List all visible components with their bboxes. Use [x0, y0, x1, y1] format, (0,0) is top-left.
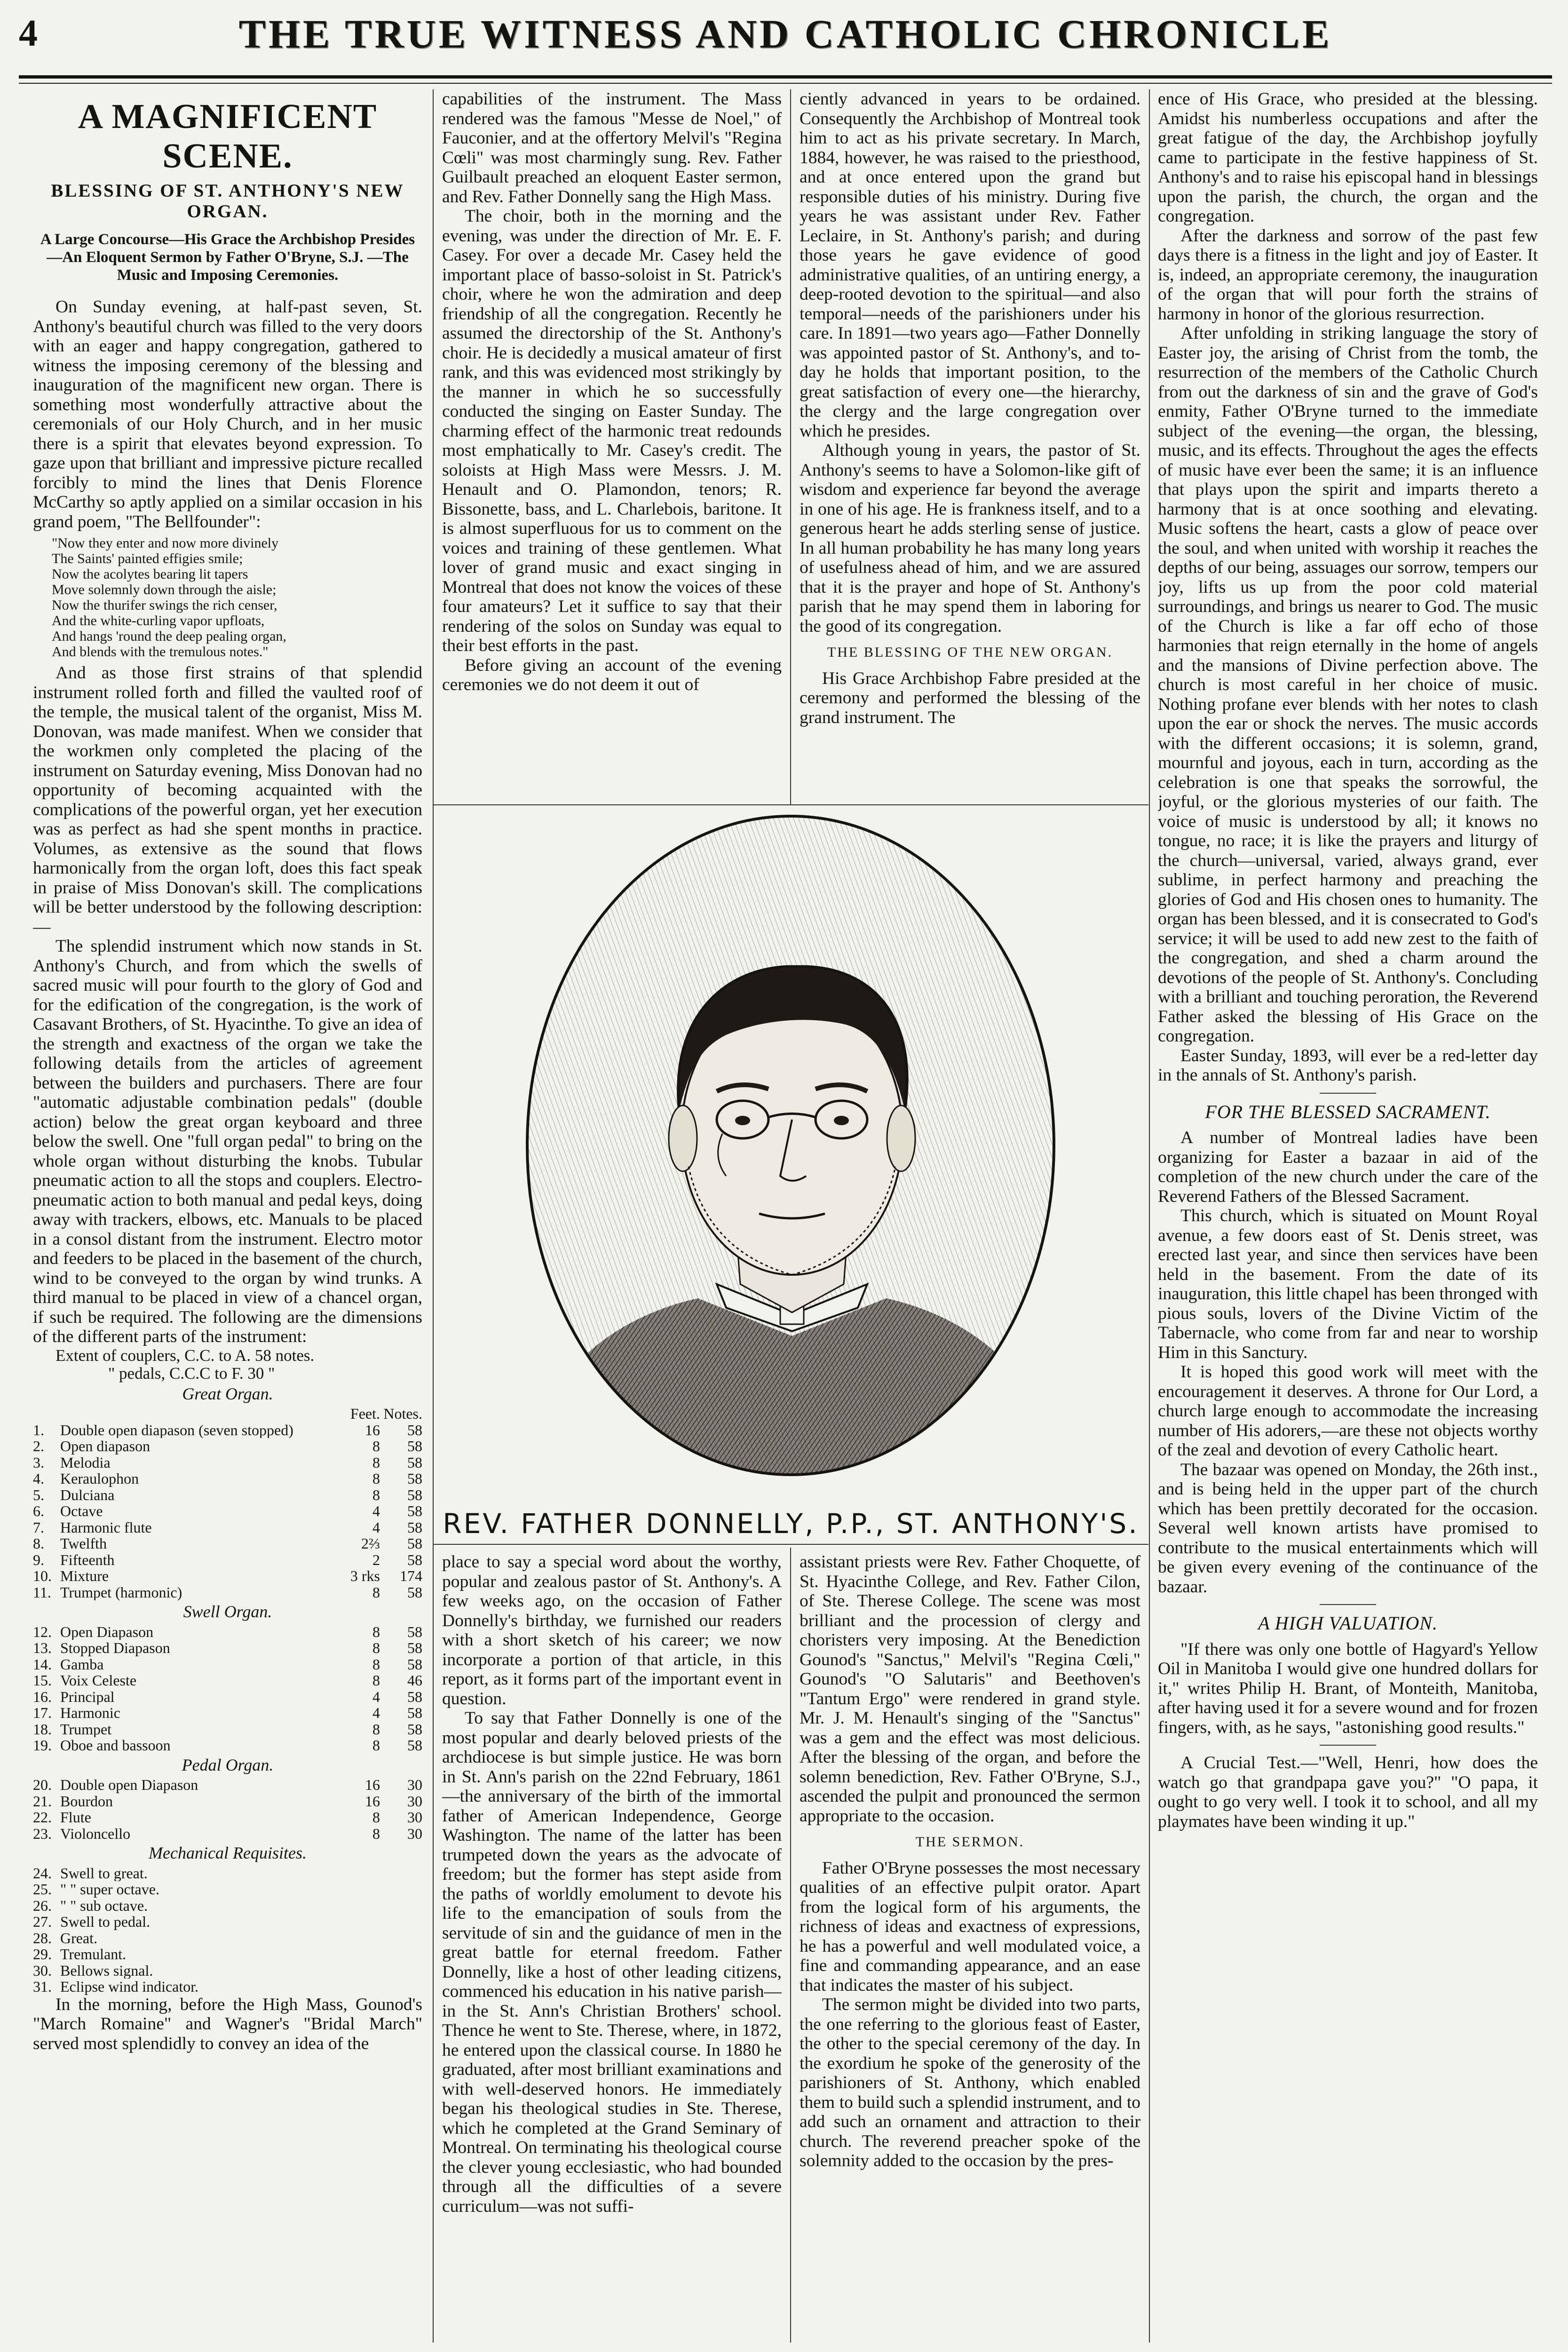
- paragraph: assistant priests were Rev. Father Choquette, of St. Hyacinthe College, and Rev. Father Cilon, of Ste. Therese College. The scene was most brilliant and the procession of clergy and choristers very imposing. At the Benediction Gounod's "Sanctus," Melvil's "Regina Cœli," Gounod's "O Salutaris" and Beethoven's "Tantum Ergo" were rendered in grand style. Mr. J. M. Henault's singing of the "Sanctus" was a gem and the effect was most delicious. After the blessing of the organ, and before the solemn benediction, Rev. Father O'Bryne, S.J., ascended the pulpit and pronounced the sermon appropriate to the occasion.: [800, 1552, 1140, 1826]
- stop-notes: 58: [407, 1639, 422, 1656]
- divider: [1320, 1604, 1376, 1605]
- spec-row: [33, 1470, 422, 1487]
- column-divider: [790, 89, 791, 804]
- stop-name: Great.: [60, 1930, 98, 1946]
- stop-name: Double open diapason (seven stopped): [60, 1422, 293, 1438]
- stop-feet: 2⅔: [361, 1535, 380, 1552]
- spec-row: [33, 1689, 422, 1705]
- column-4: [1158, 89, 1538, 2347]
- spec-row: [33, 1963, 422, 1979]
- paragraph: place to say a special word about the worthy, popular and zealous pastor of St. Anthony's. A few weeks ago, on the occasion of Father Donnelly's birthday, we furnished our readers with a short sketch of his career; we now incorporate a portion of that article, in this report, as it forms part of the important event in question.: [442, 1552, 782, 1708]
- stop-number: 9.: [33, 1551, 44, 1568]
- stop-feet: 8: [372, 1454, 380, 1471]
- paragraph: The splendid instrument which now stands in St. Anthony's Church, and from which the swells of sacred music will pour fourth to the glory of God and for the edification of the congregation, is the work of Casavant Brothers, of St. Hyacinthe. To give an idea of the strength and exactness of the organ we take the following details from the articles of agreement between the builders and purchasers. There are four "automatic adjustable combination pedals" (double action) below the great organ keyboard and three below the swell. One "full organ pedal" to bring on the whole organ without disturbing the knobs. Tubular pneumatic action to all the stops and couplers. Electro-pneumatic action to both manual and pedal keys, doing away with trackers, elbows, etc. Manuals to be placed in a consol distant from the instrument. Electro motor and feeders to be placed in the basement of the church, wind to be conveyed to the organ by wind trunks. A third manual to be placed in view of a chancel organ, if such be required. The following are the dimensions of the different parts of the instrument:: [33, 937, 422, 1346]
- stop-notes: 30: [407, 1792, 422, 1810]
- stop-number: 25.: [33, 1881, 52, 1898]
- spec-row: [33, 1422, 422, 1438]
- stop-name: Bourdon: [60, 1793, 113, 1809]
- stop-number: 14.: [33, 1655, 52, 1673]
- mechanical-table: [33, 1865, 422, 1995]
- stop-number: 2.: [33, 1438, 44, 1454]
- pedal-organ-heading: Pedal Organ.: [182, 1755, 274, 1774]
- stop-number: 6.: [33, 1502, 44, 1519]
- spec-row: [33, 1672, 422, 1689]
- paragraph: This church, which is situated on Mount Royal avenue, a few doors east of St. Denis street, was erected last year, and since then services have been held in the basement. From the date of its inauguration, this little chapel has been thronged with pious souls, lovers of the Divine Victim of the Tabernacle, who come from far and near to worship Him in this Sanctury.: [1158, 1206, 1538, 1362]
- stop-number: 1.: [33, 1421, 44, 1438]
- stop-feet: 8: [372, 1720, 380, 1738]
- stop-name: Principal: [60, 1688, 115, 1705]
- stop-number: 18.: [33, 1720, 52, 1738]
- masthead: [19, 6, 1552, 76]
- column-1: [33, 89, 422, 2347]
- stop-notes: 58: [407, 1737, 422, 1754]
- paragraph: ence of His Grace, who presided at the blessing. Amidst his numberless occupations and after the great fatigue of the day, the Archbishop joyfully came to participate in the festive happiness of St. Anthony's and to raise his episcopal hand in blessings upon the parish, the church, the organ and the congregation.: [1158, 89, 1538, 226]
- stop-feet: 16: [365, 1792, 380, 1810]
- paragraph: It is hoped this good work will meet with the encouragement it deserves. A throne for Our Lord, a church large enough to accommodate the increasing number of His adorers,—are these not objects worthy of the zeal and devotion of every Catholic heart.: [1158, 1362, 1538, 1460]
- spec-row: [33, 1535, 422, 1552]
- paragraph: "If there was only one bottle of Hagyard's Yellow Oil in Manitoba I would give one hundred dollars for it," writes Philip H. Brant, of Monteith, Manitoba, after having used it for a severe wound and for frozen fingers, with, as he says, "astonishing good results.": [1158, 1639, 1538, 1737]
- section-divider: [434, 804, 1148, 805]
- paragraph: Easter Sunday, 1893, will ever be a red-letter day in the annals of St. Anthony's parish.: [1158, 1046, 1538, 1085]
- paragraph: A number of Montreal ladies have been organizing for Easter a bazaar in aid of the completion of the new church under the care of the Reverend Fathers of the Blessed Sacrament.: [1158, 1128, 1538, 1206]
- stop-name: Octave: [60, 1503, 103, 1519]
- stop-number: 31.: [33, 1978, 52, 1995]
- paragraph: To say that Father Donnelly is one of the most popular and dearly beloved priests of the archdiocese is but simple justice. He was born in St. Ann's parish on the 22nd February, 1861—the anniversary of the birth of the immortal father of American Independence, George Washington. The name of the latter has been trumpeted down the years as the advocate of freedom; but the former has stept aside from the paths of worldly emolument to devote his life to the emancipation of souls from the servitude of sin and the guidance of men in the great battle for eternal freedom. Father Donnelly, like a host of other leading citizens, commenced his education in his native parish—in the St. Ann's Christian Brothers' school. Thence he went to Ste. Therese, where, in 1872, he entered upon the classical course. In 1880 he graduated, after most brilliant examinations and with well-deserved honors. He immediately began his theological studies in Ste. Therese, which he completed at the Grand Seminary of Montreal. On terminating his theological course the clever young ecclesiastic, who had bounded through all the difficulties of a severe curriculum—was not suffi-: [442, 1708, 782, 2216]
- valuation-heading: A HIGH VALUATION.: [1258, 1613, 1438, 1634]
- stop-name: Flute: [60, 1809, 91, 1826]
- paragraph: On Sunday evening, at half-past seven, St. Anthony's beautiful church was filled to the very doors with an eager and happy congregation, gathered to witness the imposing ceremony of the blessing and inauguration of the magnificent new organ. There is something most wonderfully attractive about the ceremonials of our Holy Church, and in her music there is a spirit that elevates beyond expression. To gaze upon that brilliant and impressive picture recalled forcibly to mind the lines that Denis Florence McCarthy so aptly applied on a similar occasion in his grand poem, "The Bellfounder":: [33, 297, 422, 532]
- stop-notes: 58: [407, 1486, 422, 1503]
- spec-row: [33, 1946, 422, 1963]
- stop-name: Open diapason: [60, 1438, 150, 1454]
- paper-name: THE TRUE WITNESS AND CATHOLIC CHRONICLE: [238, 11, 1332, 56]
- stop-number: 27.: [33, 1913, 52, 1930]
- stop-feet: 16: [365, 1776, 380, 1793]
- stop-notes: 58: [407, 1688, 422, 1705]
- stop-feet: 8: [372, 1655, 380, 1673]
- stop-name: Dulciana: [60, 1486, 115, 1503]
- portrait-engraving: [435, 809, 1147, 1482]
- stop-name: Keraulophon: [60, 1470, 139, 1487]
- section-divider: [434, 1544, 1148, 1545]
- spec-row: [33, 1552, 422, 1568]
- stop-notes: 58: [407, 1454, 422, 1471]
- stop-number: 21.: [33, 1792, 52, 1810]
- stop-number: 19.: [33, 1737, 52, 1754]
- stop-name: Oboe and bassoon: [60, 1737, 171, 1754]
- stop-notes: 58: [407, 1518, 422, 1536]
- stop-feet: 4: [372, 1704, 380, 1721]
- stop-name: Harmonic flute: [60, 1519, 152, 1535]
- article-headline: A MAGNIFICENT SCENE.: [78, 97, 378, 175]
- stop-number: 7.: [33, 1518, 44, 1536]
- paragraph: After unfolding in striking language the story of Easter joy, the arising of Christ from the tomb, the resurrection of the members of the Catholic Church from out the darkness of sin and the grave of God's enmity, Father O'Bryne turned to the immediate subject of the evening—the organ, the blessing, music, and its effects. Throughout the ages the effects of music have ever been the same; it is an influence that plays upon the spirit and imparts thereto a harmony that is at once soothing and elevating. Music softens the heart, casts a glow of peace over the soul, and when united with worship it reaches the depths of our being, assuages our sorrow, tempers our joy, lifts us up from the poor cold material surroundings, and brings us nearer to God. The music of the Church is like a far off echo of those harmonies that reign eternally in the home of angels and the mansions of Divine perfection above. The church is most careful in her choice of music. Nothing profane ever blends with her notes to clash upon the ear or shock the nerves. The music accords with the different occasions; it is solemn, grand, mournful and joyous, each in turn, according as the celebration is one that speaks the sorrowful, the joyful, or the glorious mysteries of our faith. The voice of music is understood by all; it knows no tongue, no race; it is like the prayers and liturgy of the church—universal, varied, always grand, ever sublime, in perfect harmony and preaching the glories of God and His chosen ones to humanity. The organ has been blessed, and it is consecrated to God's service; it will be used to add new zest to the faith of the congregation, and shed a charm around the devotions of the people of St. Anthony's. Concluding with a brilliant and touching peroration, the Reverend Father asked the blessing of His Grace on the congregation.: [1158, 324, 1538, 1046]
- stop-feet: 8: [372, 1583, 380, 1601]
- paragraph: The choir, both in the morning and the evening, was under the direction of Mr. E. F. Casey. For over a decade Mr. Casey held the important place of basso-soloist in St. Patrick's choir, where he won the admiration and deep friendship of all the congregation. Recently he assumed the directorship of the St. Anthony's choir. He is decidedly a musical amateur of first rank, and this was evidenced most strikingly by the manner in which he so successfully conducted the singing on Easter Sunday. The charming effect of the harmonic treat redounds most emphatically to Mr. Casey's credit. The soloists at High Mass were Messrs. J. M. Henault and O. Plamondon, tenors; R. Bissonette, bass, and L. Charlebois, baritone. It is almost superfluous for us to comment on the voices and training of these gentlemen. What lover of grand music and exact singing in Montreal that does not know the voices of these four amateurs? Let it suffice to say that their rendering of the solos on Sunday was equal to their best efforts in the past.: [442, 207, 782, 655]
- blessing-subheading: THE BLESSING OF THE NEW ORGAN.: [827, 644, 1113, 660]
- spec-row: [33, 1624, 422, 1640]
- stop-number: 24.: [33, 1864, 52, 1882]
- stop-name: Trumpet (harmonic): [60, 1584, 182, 1600]
- spec-row: [33, 1737, 422, 1754]
- spec-row: [33, 1640, 422, 1656]
- stop-name: Stopped Diapason: [60, 1640, 170, 1656]
- stop-number: 17.: [33, 1704, 52, 1721]
- stop-feet: 16: [365, 1421, 380, 1438]
- spec-row: [33, 1881, 422, 1898]
- spec-row: [33, 1438, 422, 1454]
- stop-number: 28.: [33, 1929, 52, 1947]
- stop-name: Bellows signal.: [60, 1962, 153, 1979]
- stop-number: 5.: [33, 1486, 44, 1503]
- feet-header: Feet.: [350, 1405, 380, 1422]
- stop-feet: 3 rks: [350, 1567, 380, 1584]
- paragraph: His Grace Archbishop Fabre presided at the ceremony and performed the blessing of the grand instrument. The: [800, 668, 1140, 727]
- spec-row: [33, 1777, 422, 1793]
- paragraph: ciently advanced in years to be ordained. Consequently the Archbishop of Montreal took him to act as his private secretary. In March, 1884, however, he was raised to the priesthood, and at once entered upon the grand but responsible duties of his ministry. During five years he was assistant under Rev. Father Leclaire, in St. Anthony's parish; and during those years he gave evidence of good administrative qualities, of an untiring energy, a deep-rooted devotion to the spiritual—and also temporal—needs of the parishioners under his care. In 1891—two years ago—Father Donnelly was appointed pastor of St. Anthony's, and to-day he holds that important position, to the great satisfaction of every one—the hierarchy, the clergy and the large congregation over which he presides.: [800, 89, 1140, 441]
- extent-line: " pedals, C.C.C to F. 30 ": [108, 1364, 275, 1383]
- stop-number: 29.: [33, 1946, 52, 1963]
- stop-notes: 30: [407, 1809, 422, 1826]
- stop-name: Eclipse wind indicator.: [60, 1979, 199, 1995]
- stop-name: Gamba: [60, 1656, 104, 1672]
- spec-row: [33, 1865, 422, 1882]
- sacrament-heading: FOR THE BLESSED SACRAMENT.: [1205, 1101, 1491, 1122]
- stop-number: 10.: [33, 1567, 52, 1584]
- stop-number: 15.: [33, 1672, 52, 1689]
- stop-name: Voix Celeste: [60, 1672, 137, 1689]
- swell-organ-table: [33, 1624, 422, 1754]
- portrait-caption: REV. FATHER DONNELLY, P.P., ST. ANTHONY'S.: [443, 1508, 1139, 1540]
- spec-row: [33, 1826, 422, 1842]
- masthead-rule-thin: [19, 83, 1552, 84]
- paragraph: capabilities of the instrument. The Mass rendered was the famous "Messe de Noel," of Fauconier, and at the offertory Melvil's "Regina Cœli" was most charmingly sung. Rev. Father Guilbault preached an eloquent Easter sermon, and Rev. Father Donnelly sang the High Mass.: [442, 89, 782, 207]
- column-divider: [790, 1548, 791, 2343]
- sermon-subheading: THE SERMON.: [915, 1834, 1025, 1850]
- stop-name: Swell to pedal.: [60, 1914, 150, 1930]
- stop-name: Mixture: [60, 1568, 109, 1584]
- stop-number: 13.: [33, 1639, 52, 1656]
- paragraph: After the darkness and sorrow of the past few days there is a fitness in the light and joy of Easter. It is, indeed, an appropriate ceremony, the inauguration of the organ that will pour forth the strains of harmony in honor of the glorious resurrection.: [1158, 226, 1538, 324]
- spec-row: [33, 1519, 422, 1536]
- stop-feet: 2: [372, 1551, 380, 1568]
- paragraph: Although young in years, the pastor of St. Anthony's seems to have a Solomon-like gift of wisdom and experience far beyond the average in one of his age. He is frankness itself, and to a generous heart he adds sterling sense of justice. In all human probability he has many long years of usefulness ahead of him, and we are assured that it is the prayer and hope of St. Anthony's parish that he may spend them in laboring for the good of its congregation.: [800, 441, 1140, 636]
- poem-quote: "Now they enter and now more divinely The Saints' painted effigies smile; Now the acolytes bearing lit tapers Move solemnly down through the aisle; Now the thurifer swings the rich censer, And the white-curling vapor upfloats, And hangs 'round the deep pealing organ, And blends with the tremulous notes.": [52, 535, 286, 660]
- pedal-organ-table: [33, 1777, 422, 1842]
- column-divider: [1149, 89, 1150, 2343]
- spec-row: [33, 1584, 422, 1601]
- divider: [1320, 1093, 1376, 1094]
- divider: [1320, 1745, 1376, 1746]
- mechanical-heading: Mechanical Requisites.: [149, 1843, 307, 1862]
- stop-notes: 58: [407, 1421, 422, 1438]
- spec-row: [33, 1809, 422, 1826]
- spec-row: [33, 1721, 422, 1738]
- stop-notes: 30: [407, 1776, 422, 1793]
- paragraph: And as those first strains of that splendid instrument rolled forth and filled the vaulted roof of the temple, the musical talent of the organist, Miss M. Donovan, was made manifest. When we consider that the workmen only completed the placing of the instrument on Saturday evening, Miss Donovan had no opportunity of becoming acquainted with the complications of the powerful organ, yet her execution was as perfect as had she spent months in practice. Volumes, as extensive as the sound that flows harmonically from the organ loft, does this fact speak in praise of Miss Donovan's skill. The complications will be better understood by the following description:—: [33, 663, 422, 937]
- paragraph: In the morning, before the High Mass, Gounod's "March Romaine" and Wagner's "Bridal March" served most splendidly to convey an idea of the: [33, 1994, 422, 2053]
- paragraph: The sermon might be divided into two parts, the one referring to the glorious feast of Easter, the other to the special ceremony of the day. In the exordium he spoke of the generosity of the parishioners of St. Anthony, which enabled them to build such a splendid instrument, and to add such an ornament and attraction to their church. The reverend preacher spoke of the solemnity added to the occasion by the pres-: [800, 1995, 1140, 2170]
- stop-notes: 58: [407, 1623, 422, 1640]
- spec-row: [33, 1487, 422, 1503]
- stop-number: 12.: [33, 1623, 52, 1640]
- stop-feet: 8: [372, 1438, 380, 1454]
- stop-notes: 58: [407, 1551, 422, 1568]
- portrait-illustration: [435, 809, 1147, 1482]
- spec-row: [33, 1656, 422, 1673]
- spec-row: [33, 1979, 422, 1995]
- stop-number: 30.: [33, 1962, 52, 1979]
- stop-notes: 174: [400, 1567, 422, 1584]
- stop-name: Tremulant.: [60, 1946, 127, 1963]
- article-deck: A Large Concourse—His Grace the Archbishop Presides—An Eloquent Sermon by Father O'Bryne, S.J. —The Music and Imposing Ceremonies.: [40, 231, 415, 284]
- extent-line: Extent of couplers, C.C. to A. 58 notes.: [55, 1346, 315, 1365]
- masthead-rule: [19, 75, 1552, 79]
- spec-row: [33, 1914, 422, 1930]
- stop-notes: 58: [407, 1720, 422, 1738]
- paragraph: Father O'Bryne possesses the most necessary qualities of an effective pulpit orator. Apart from the logical form of his arguments, the richness of ideas and exactness of expressions, he has a powerful and well modulated voice, a fine and commanding appearance, and an ease that indicates the master of his subject.: [800, 1858, 1140, 1995]
- stop-feet: 8: [372, 1825, 380, 1842]
- spec-row: [33, 1705, 422, 1721]
- stop-notes: 30: [407, 1825, 422, 1842]
- spec-row: [33, 1930, 422, 1947]
- stop-number: 3.: [33, 1454, 44, 1471]
- stop-name: Twelfth: [60, 1535, 107, 1552]
- stop-feet: 8: [372, 1737, 380, 1754]
- stop-number: 11.: [33, 1583, 51, 1601]
- stop-notes: 58: [407, 1655, 422, 1673]
- stop-number: 8.: [33, 1535, 44, 1552]
- stop-notes: 58: [407, 1583, 422, 1601]
- stop-number: 23.: [33, 1825, 52, 1842]
- stop-name: Melodia: [60, 1454, 111, 1470]
- column-divider: [433, 89, 434, 2343]
- stop-feet: 8: [372, 1809, 380, 1826]
- stop-notes: 58: [407, 1502, 422, 1519]
- column-2-top: [442, 89, 782, 802]
- stop-name: Harmonic: [60, 1705, 120, 1721]
- stop-feet: 4: [372, 1502, 380, 1519]
- stop-number: 26.: [33, 1897, 52, 1914]
- spec-row: [33, 1503, 422, 1519]
- column-2-bottom: [442, 1552, 782, 2347]
- stop-feet: 4: [372, 1688, 380, 1705]
- stop-notes: 46: [407, 1672, 422, 1689]
- stop-feet: 8: [372, 1639, 380, 1656]
- column-3-bottom: [800, 1552, 1140, 2347]
- stop-name: Violoncello: [60, 1825, 131, 1842]
- article-subhead: BLESSING OF ST. ANTHONY'S NEW ORGAN.: [51, 181, 404, 222]
- notes-header: Notes.: [383, 1405, 422, 1422]
- stop-feet: 8: [372, 1470, 380, 1487]
- great-organ-table: [33, 1406, 422, 1600]
- stop-name: " " sub octave.: [60, 1897, 148, 1914]
- stop-number: 22.: [33, 1809, 52, 1826]
- stop-number: 20.: [33, 1776, 52, 1793]
- stop-name: Double open Diapason: [60, 1777, 198, 1793]
- stop-number: 16.: [33, 1688, 52, 1705]
- page-number: 4: [19, 13, 38, 54]
- stop-feet: 4: [372, 1518, 380, 1536]
- stop-feet: 8: [372, 1672, 380, 1689]
- stop-notes: 58: [407, 1704, 422, 1721]
- spec-row: [33, 1454, 422, 1471]
- column-3-top: [800, 89, 1140, 802]
- stop-name: Open Diapason: [60, 1623, 154, 1640]
- spec-row: [33, 1898, 422, 1914]
- stop-name: " " super octave.: [60, 1881, 159, 1898]
- paragraph: Before giving an account of the evening ceremonies we do not deem it out of: [442, 655, 782, 694]
- stop-notes: 58: [407, 1535, 422, 1552]
- paragraph: The bazaar was opened on Monday, the 26th inst., and is being held in the upper part of the church which has been prettily decorated for the occasion. Several well known artists have promised to contribute to the musical entertainments which will be given every evening of the continuance of the bazaar.: [1158, 1460, 1538, 1597]
- stop-name: Fifteenth: [60, 1551, 115, 1568]
- stop-notes: 58: [407, 1438, 422, 1454]
- stop-number: 4.: [33, 1470, 44, 1487]
- stop-feet: 8: [372, 1486, 380, 1503]
- swell-organ-heading: Swell Organ.: [183, 1602, 272, 1621]
- great-organ-heading: Great Organ.: [182, 1384, 273, 1403]
- stop-notes: 58: [407, 1470, 422, 1487]
- spec-row: [33, 1793, 422, 1810]
- stop-name: Swell to great.: [60, 1865, 148, 1881]
- stop-name: Trumpet: [60, 1721, 112, 1737]
- spec-row: [33, 1568, 422, 1584]
- stop-feet: 8: [372, 1623, 380, 1640]
- paragraph: A Crucial Test.—"Well, Henri, how does the watch go that grandpapa gave you?" "O papa, it ought to go very well. I took it to school, and all my playmates have been winding it up.": [1158, 1753, 1538, 1831]
